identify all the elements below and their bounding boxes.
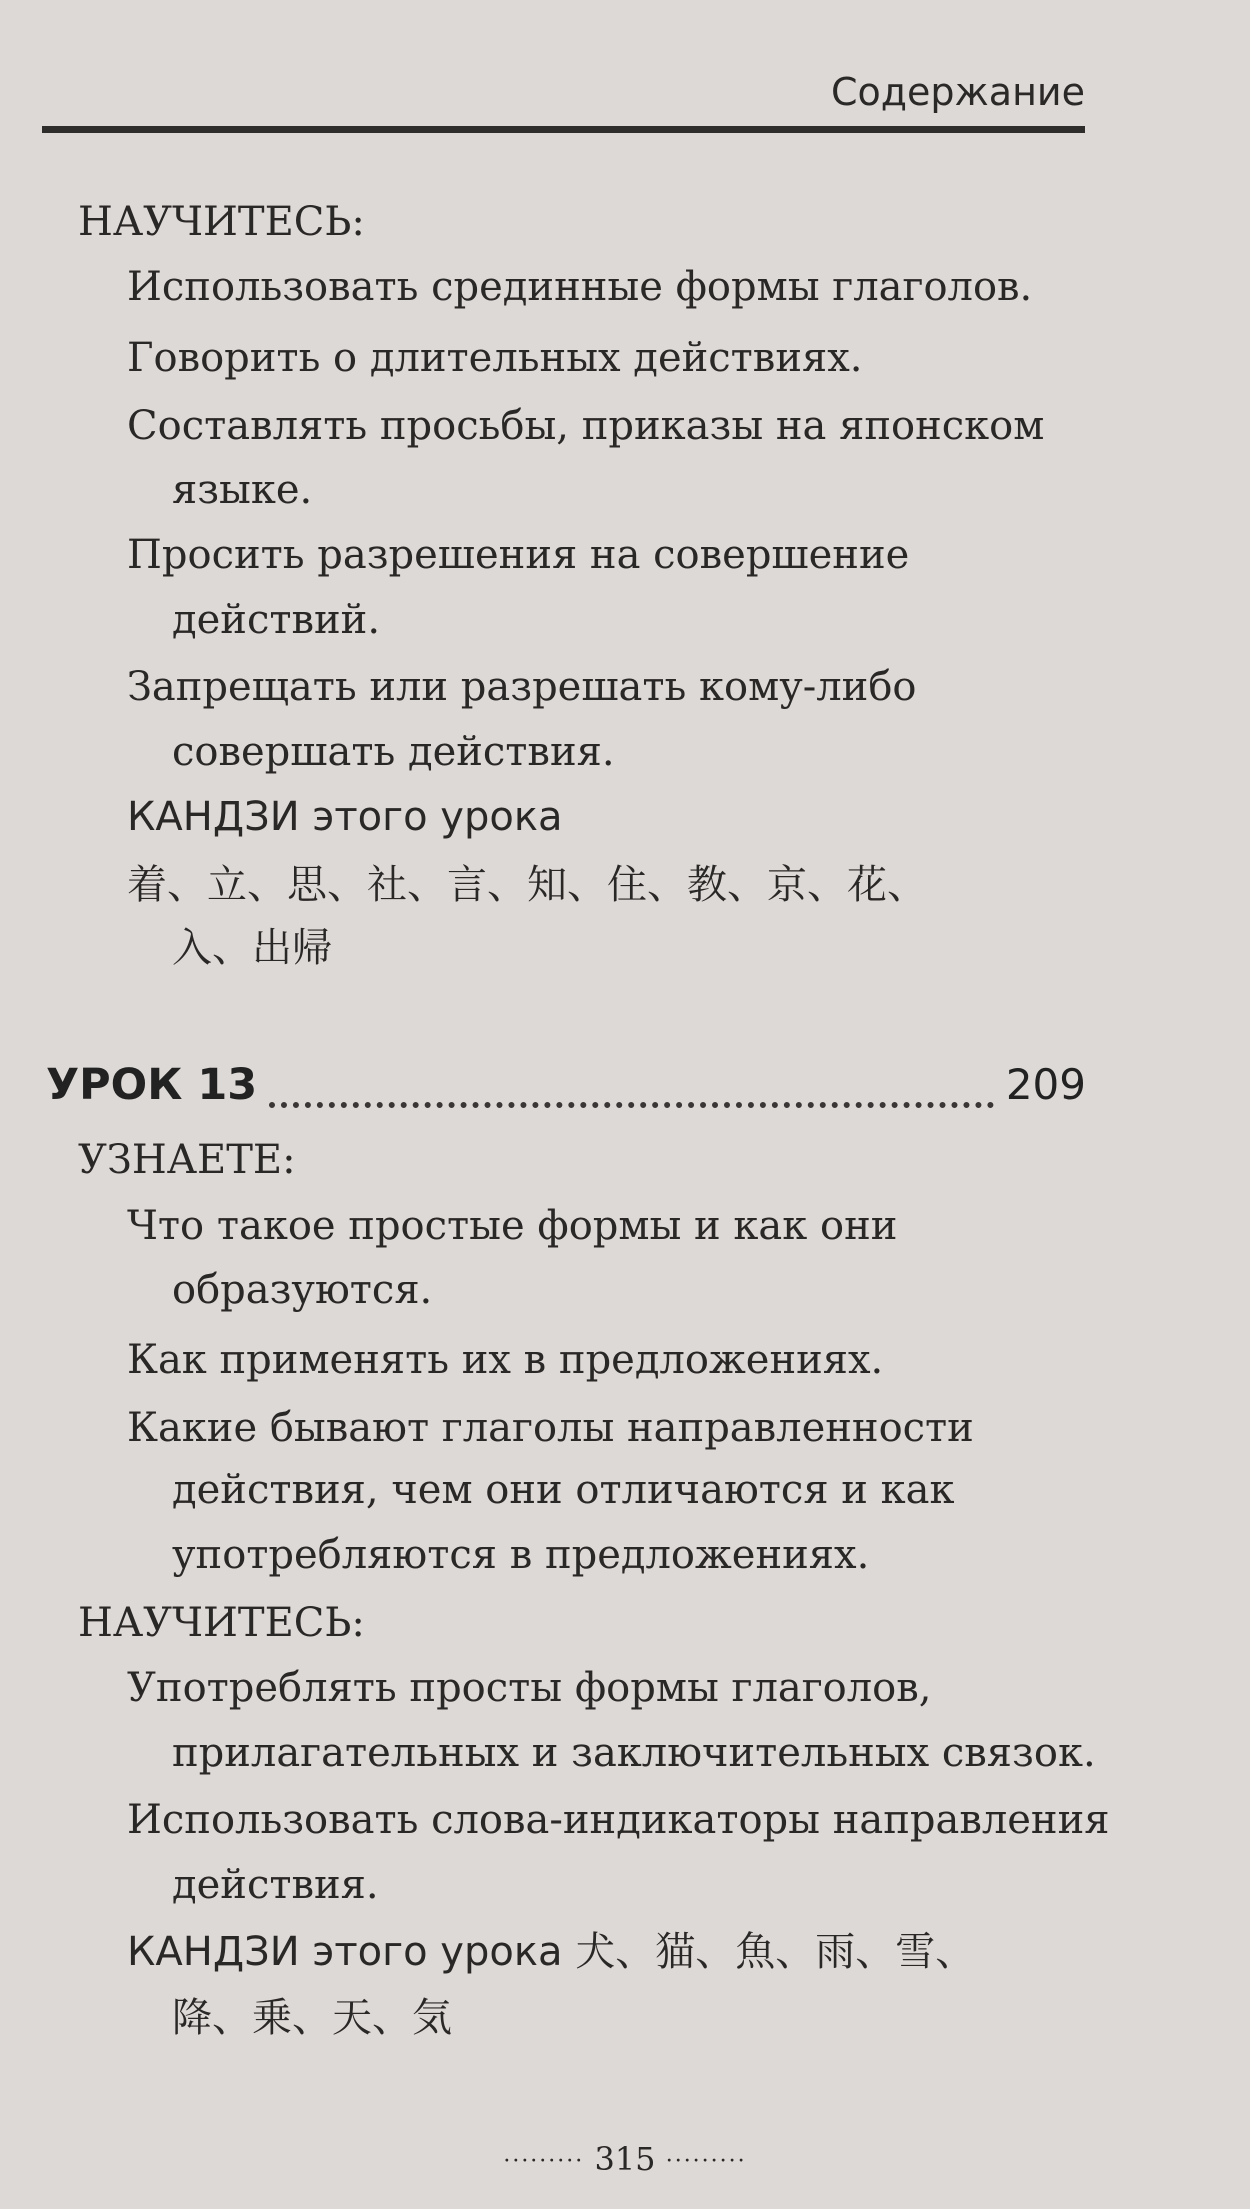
list-item: Составлять просьбы, приказы на японском bbox=[127, 403, 1045, 449]
running-head: Содержание bbox=[831, 70, 1085, 114]
lesson-page-number: 209 bbox=[1005, 1060, 1086, 1109]
list-item-continuation: действий. bbox=[172, 597, 381, 643]
list-item: Какие бывают глаголы направленности bbox=[127, 1405, 974, 1451]
lesson-title: УРОК 13 bbox=[46, 1060, 258, 1110]
kanji-list-continuation: 入、出帰 bbox=[172, 925, 332, 971]
toc-entry-lesson-13 bbox=[46, 1060, 1086, 1120]
kanji-list: 着、立、思、社、言、知、住、教、京、花、 bbox=[127, 862, 927, 908]
section-heading-know: УЗНАЕТЕ: bbox=[78, 1137, 296, 1183]
list-item: Использовать слова-индикаторы направления bbox=[127, 1797, 1110, 1843]
list-item: Употреблять просты формы глаголов, bbox=[127, 1665, 932, 1711]
list-item-continuation: действия. bbox=[172, 1862, 379, 1908]
footer-dots-right: ········· bbox=[665, 2149, 747, 2174]
kanji-label: КАНДЗИ этого урока bbox=[127, 1929, 563, 1975]
list-item-continuation: языке. bbox=[172, 467, 313, 513]
list-item-continuation: совершать действия. bbox=[172, 729, 615, 775]
kanji-list-continuation: 降、乗、天、気 bbox=[172, 1995, 452, 2041]
list-item-continuation: употребляются в предложениях. bbox=[172, 1532, 870, 1578]
list-item: Использовать срединные формы глаголов. bbox=[127, 264, 1033, 310]
list-item: Что такое простые формы и как они bbox=[127, 1203, 898, 1249]
section-heading-learn: НАУЧИТЕСЬ: bbox=[78, 199, 365, 245]
page-number: 315 bbox=[594, 2140, 656, 2178]
list-item: Как применять их в предложениях. bbox=[127, 1337, 884, 1383]
header-rule bbox=[42, 126, 1085, 133]
list-item: Просить разрешения на совершение bbox=[127, 532, 910, 578]
kanji-list: 犬、猫、魚、雨、雪、 bbox=[575, 1929, 976, 1975]
list-item-continuation: прилагательных и заключительных связок. bbox=[172, 1730, 1096, 1776]
section-heading-learn: НАУЧИТЕСЬ: bbox=[78, 1600, 365, 1646]
list-item: Запрещать или разрешать кому-либо bbox=[127, 664, 917, 710]
page-footer bbox=[0, 2140, 1250, 2178]
list-item-continuation: действия, чем они отличаются и как bbox=[172, 1467, 955, 1513]
kanji-label: КАНДЗИ этого урока bbox=[127, 794, 563, 840]
list-item: Говорить о длительных действиях. bbox=[127, 335, 863, 381]
kanji-row bbox=[127, 1929, 976, 1975]
leader-dots bbox=[269, 1072, 994, 1108]
list-item-continuation: образуются. bbox=[172, 1267, 433, 1313]
footer-dots-left: ········· bbox=[503, 2149, 585, 2174]
